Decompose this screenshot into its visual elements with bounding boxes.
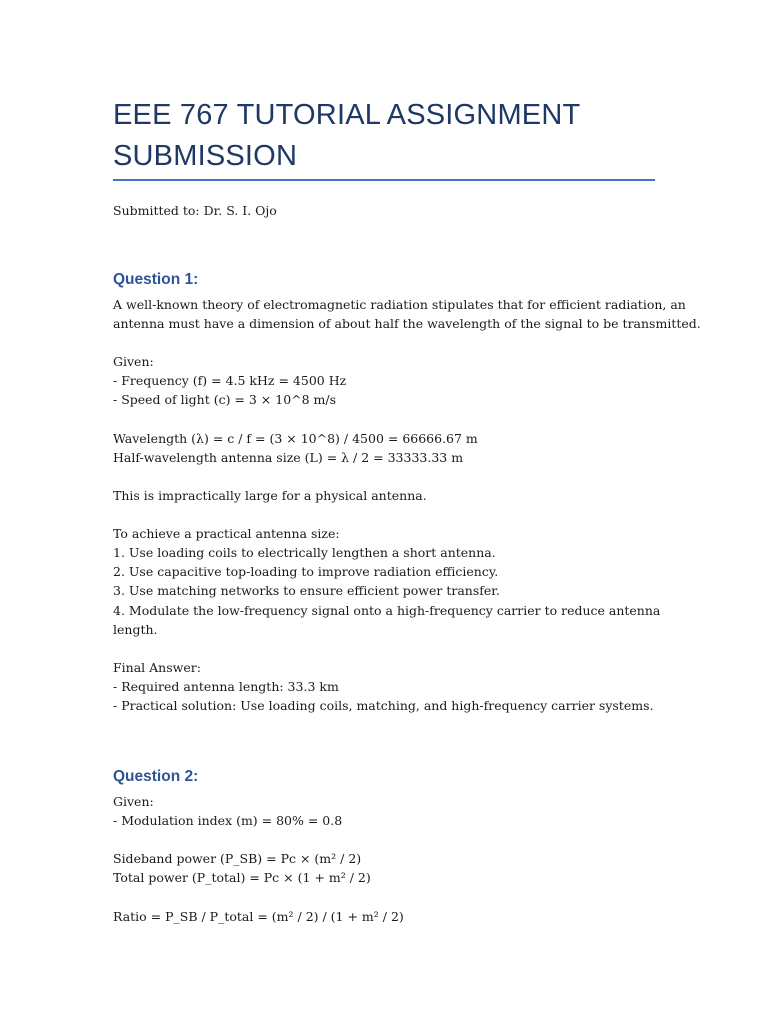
document-title: EEE 767 TUTORIAL ASSIGNMENT SUBMISSION [113, 99, 580, 172]
q1-line: 2. Use capacitive top-loading to improve radiation efficiency. [113, 564, 499, 580]
q1-line: - Speed of light (c) = 3 × 10^8 m/s [113, 392, 337, 408]
q1-line: antenna must have a dimension of about half the wavelength of the signal to be transmitted. [113, 316, 701, 332]
question-1-body [113, 295, 701, 715]
q2-line: Sideband power (P_SB) = Pc × (m² / 2) [113, 851, 362, 867]
question-2-body [113, 792, 673, 926]
submitted-to: Submitted to: Dr. S. I. Ojo [113, 203, 277, 218]
q1-line: 1. Use loading coils to electrically lengthen a short antenna. [113, 545, 496, 561]
q1-line: Half-wavelength antenna size (L) = λ / 2 = 33333.33 m [113, 449, 464, 465]
q1-line: A well-known theory of electromagnetic radiation stipulates that for efficient radiation, an [113, 297, 686, 312]
question-2-heading: Question 2: [113, 768, 199, 785]
q1-line [113, 467, 673, 486]
q1-line: - Required antenna length: 33.3 km [113, 678, 339, 694]
q1-line: - Practical solution: Use loading coils, matching, and high-frequency carrier systems. [113, 697, 654, 713]
q1-line [113, 333, 673, 352]
title-underline [113, 179, 655, 181]
q2-line: Given: [113, 794, 154, 809]
q1-line [113, 410, 673, 429]
q2-line: - Modulation index (m) = 80% = 0.8 [113, 813, 343, 829]
q1-line: This is impractically large for a physical antenna. [113, 487, 427, 503]
q2-line: Ratio = P_SB / P_total = (m² / 2) / (1 + m² / 2) [113, 908, 404, 924]
q2-line [113, 887, 673, 906]
q1-line: To achieve a practical antenna size: [113, 526, 340, 542]
q1-line [113, 505, 673, 524]
q1-line: 3. Use matching networks to ensure efficient power transfer. [113, 583, 500, 599]
q1-line: Wavelength (λ) = c / f = (3 × 10^8) / 4500 = 66666.67 m [113, 430, 478, 446]
q1-line [113, 639, 673, 658]
q1-line: - Frequency (f) = 4.5 kHz = 4500 Hz [113, 373, 347, 389]
q1-line: Final Answer: [113, 659, 201, 675]
q2-line [113, 830, 673, 849]
question-1-heading: Question 1: [113, 271, 199, 288]
q1-line: Given: [113, 354, 154, 370]
q1-line: length. [113, 621, 158, 637]
q1-line: 4. Modulate the low-frequency signal onto a high-frequency carrier to reduce antenna [113, 602, 661, 618]
q2-line: Total power (P_total) = Pc × (1 + m² / 2) [113, 870, 371, 886]
